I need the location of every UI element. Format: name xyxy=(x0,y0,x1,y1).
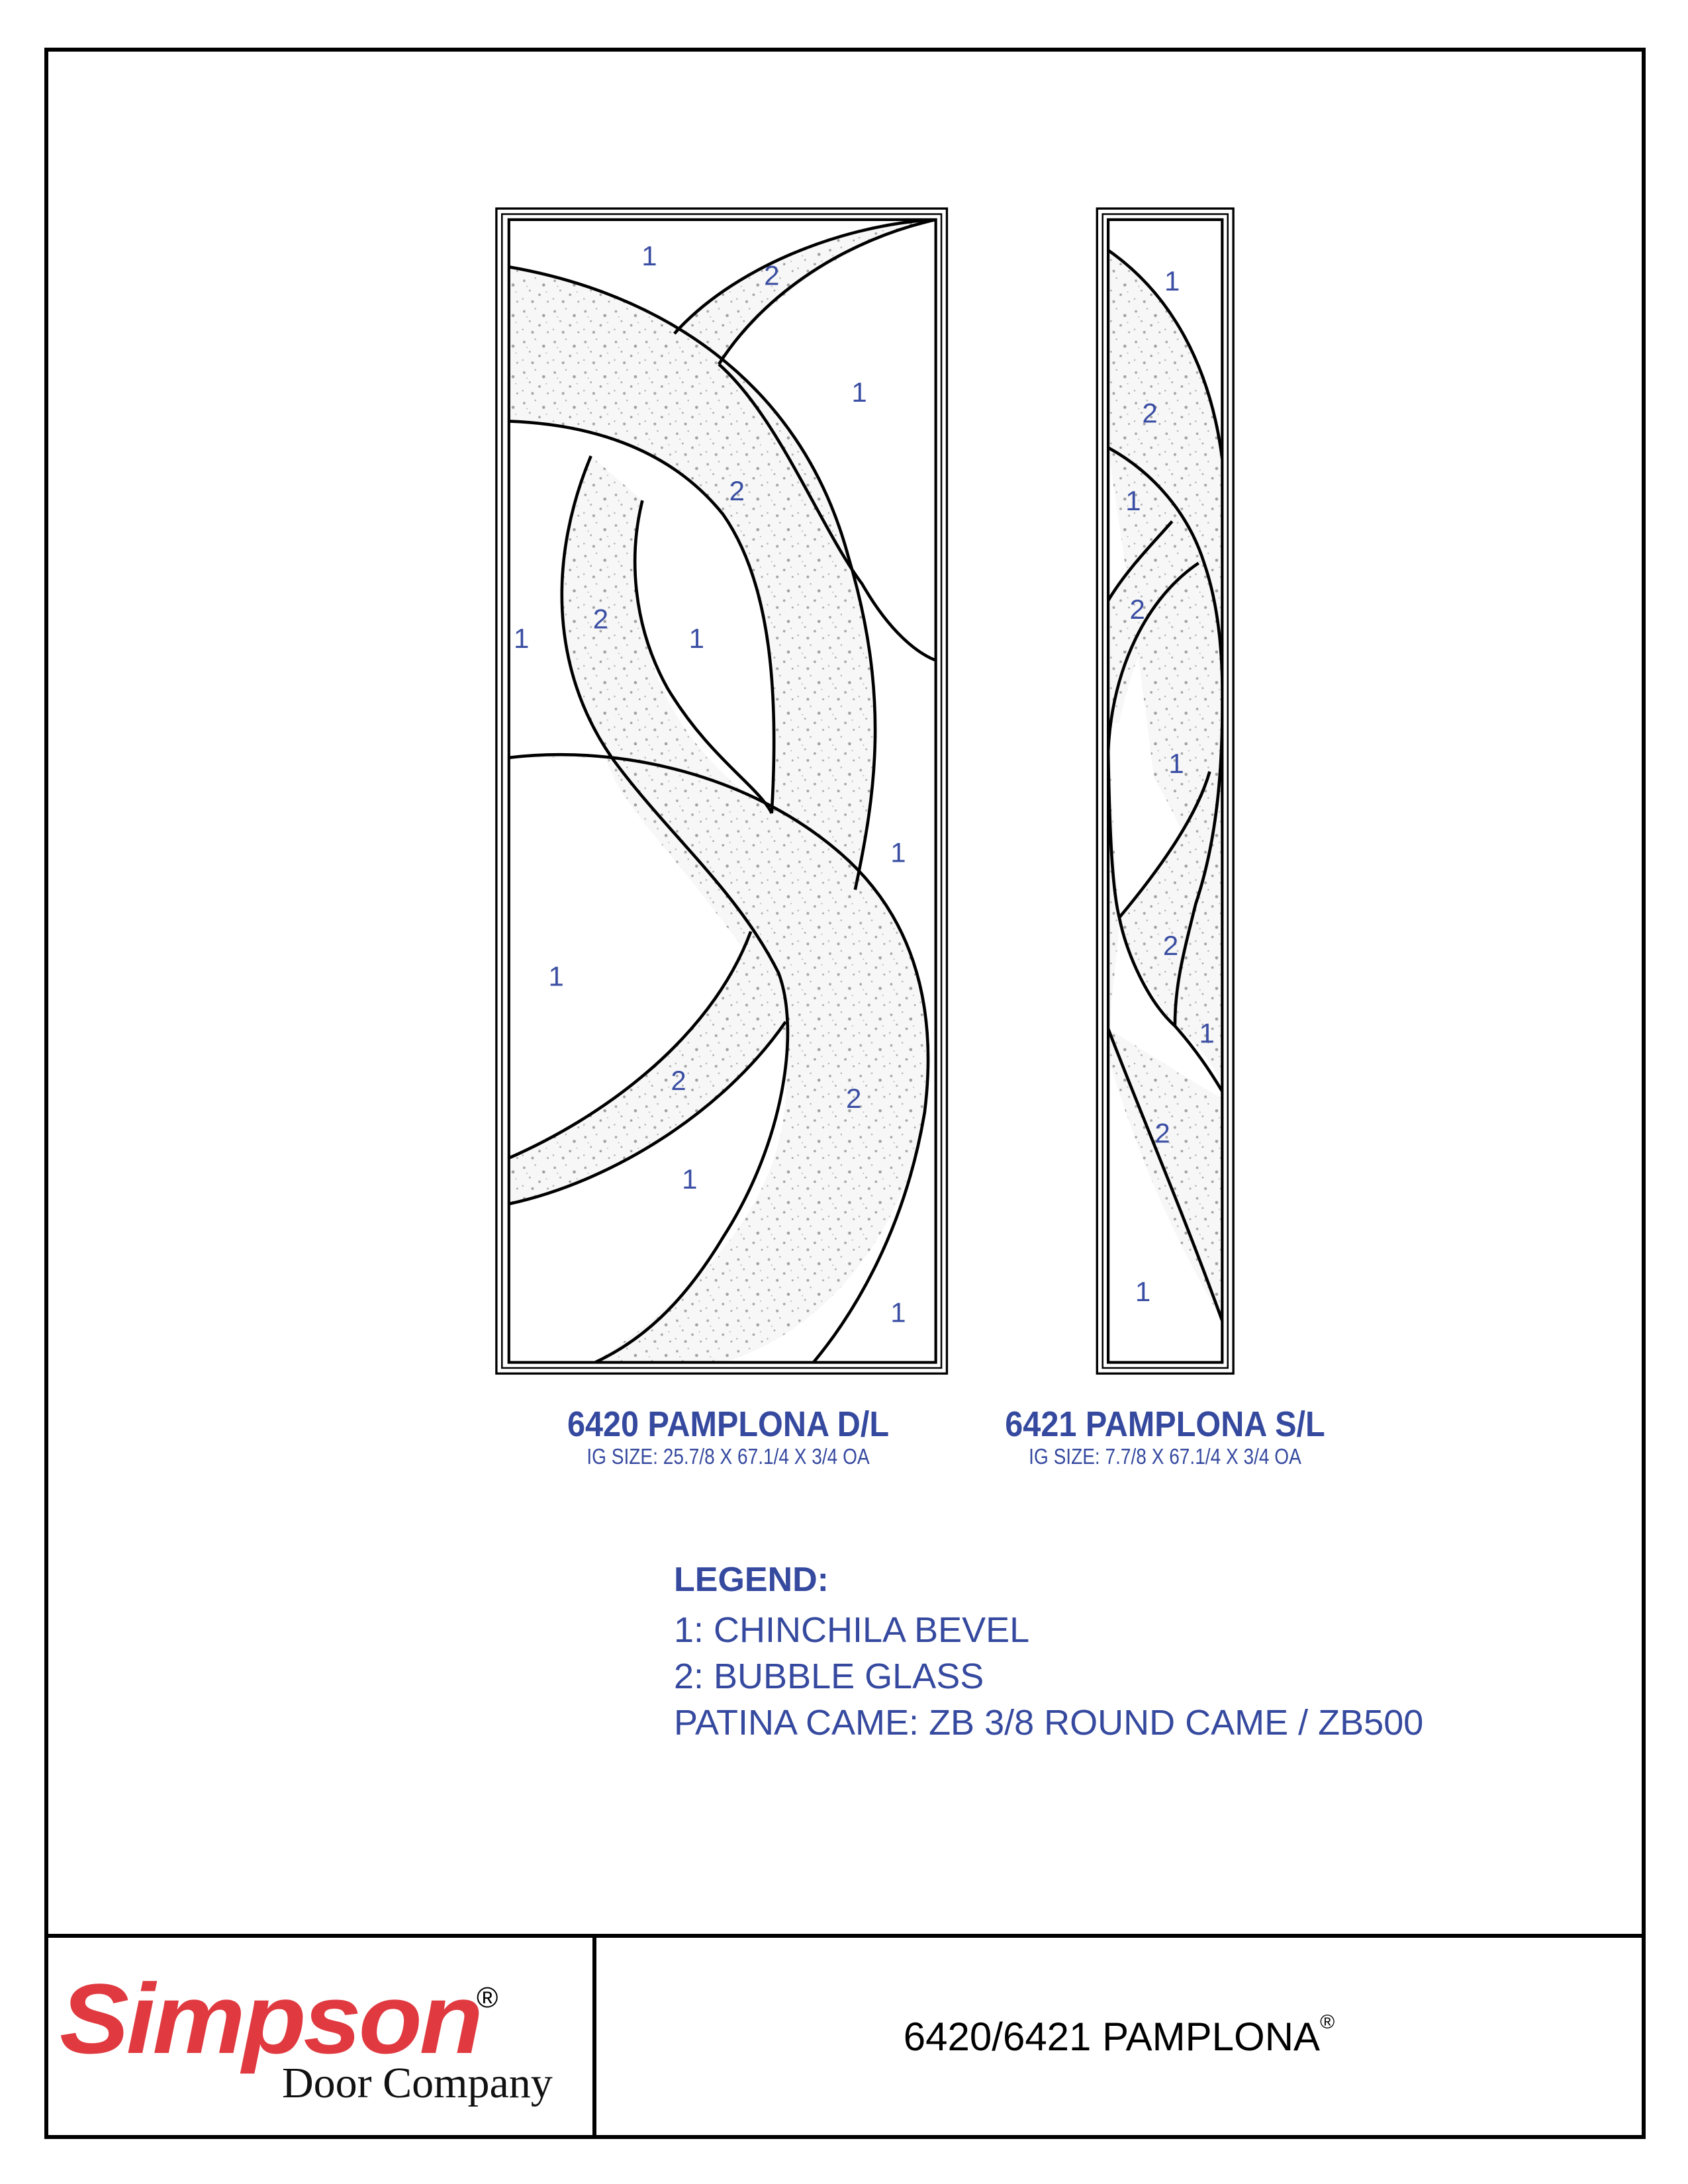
panel-title: 6421 PAMPLONA S/L xyxy=(1005,1404,1325,1444)
region-label: 1 xyxy=(688,622,705,654)
logo-tagline: Door Company xyxy=(282,2059,553,2107)
region-label: 1 xyxy=(851,377,867,408)
region-label: 1 xyxy=(1125,484,1141,516)
logo-brand: Simpson xyxy=(60,1963,481,2074)
legend-item: 2: BUBBLE GLASS xyxy=(674,1657,984,1696)
drawing-title: 6420/6421 PAMPLONA xyxy=(903,2014,1321,2059)
legend-heading: LEGEND: xyxy=(674,1561,829,1599)
region-label: 2 xyxy=(671,1064,686,1096)
region-label: 2 xyxy=(1154,1117,1170,1149)
region-label: 1 xyxy=(1199,1017,1215,1049)
legend xyxy=(674,1557,1423,1746)
region-label: 2 xyxy=(1129,593,1145,625)
region-label: 2 xyxy=(846,1083,862,1115)
region-label: 1 xyxy=(890,1297,906,1328)
panel-6420 xyxy=(496,208,947,1373)
region-label: 1 xyxy=(1168,747,1184,779)
region-label: 1 xyxy=(641,240,657,272)
simpson-logo xyxy=(60,1959,583,2118)
region-label: 1 xyxy=(1164,265,1180,297)
panel-6421 xyxy=(1097,208,1233,1373)
region-label: 1 xyxy=(548,960,564,992)
legend-item: PATINA CAME: ZB 3/8 ROUND CAME / ZB500 xyxy=(674,1703,1424,1743)
panel-title: 6420 PAMPLONA D/L xyxy=(567,1404,890,1444)
panel-caption-6420 xyxy=(490,1404,966,1469)
region-label: 2 xyxy=(1142,397,1158,429)
region-label: 2 xyxy=(729,475,745,507)
region-label: 2 xyxy=(592,603,609,635)
region-label: 1 xyxy=(514,622,530,654)
region-label: 1 xyxy=(890,837,906,868)
legend-item: 1: CHINCHILA BEVEL xyxy=(674,1610,1030,1650)
panel-ig-size: IG SIZE: 7.7/8 X 67.1/4 X 3/4 OA xyxy=(1029,1444,1301,1469)
registered-mark-icon: ® xyxy=(1320,2011,1335,2033)
region-label: 1 xyxy=(1135,1276,1151,1308)
region-label: 2 xyxy=(1162,930,1179,962)
region-label: 2 xyxy=(764,259,780,291)
title-block-title xyxy=(596,1938,1642,2135)
panel-ig-size: IG SIZE: 25.7/8 X 67.1/4 X 3/4 OA xyxy=(586,1444,870,1469)
panel-caption-6421 xyxy=(927,1404,1403,1469)
region-label: 1 xyxy=(682,1163,698,1195)
registered-mark-icon: ® xyxy=(477,1981,498,2014)
